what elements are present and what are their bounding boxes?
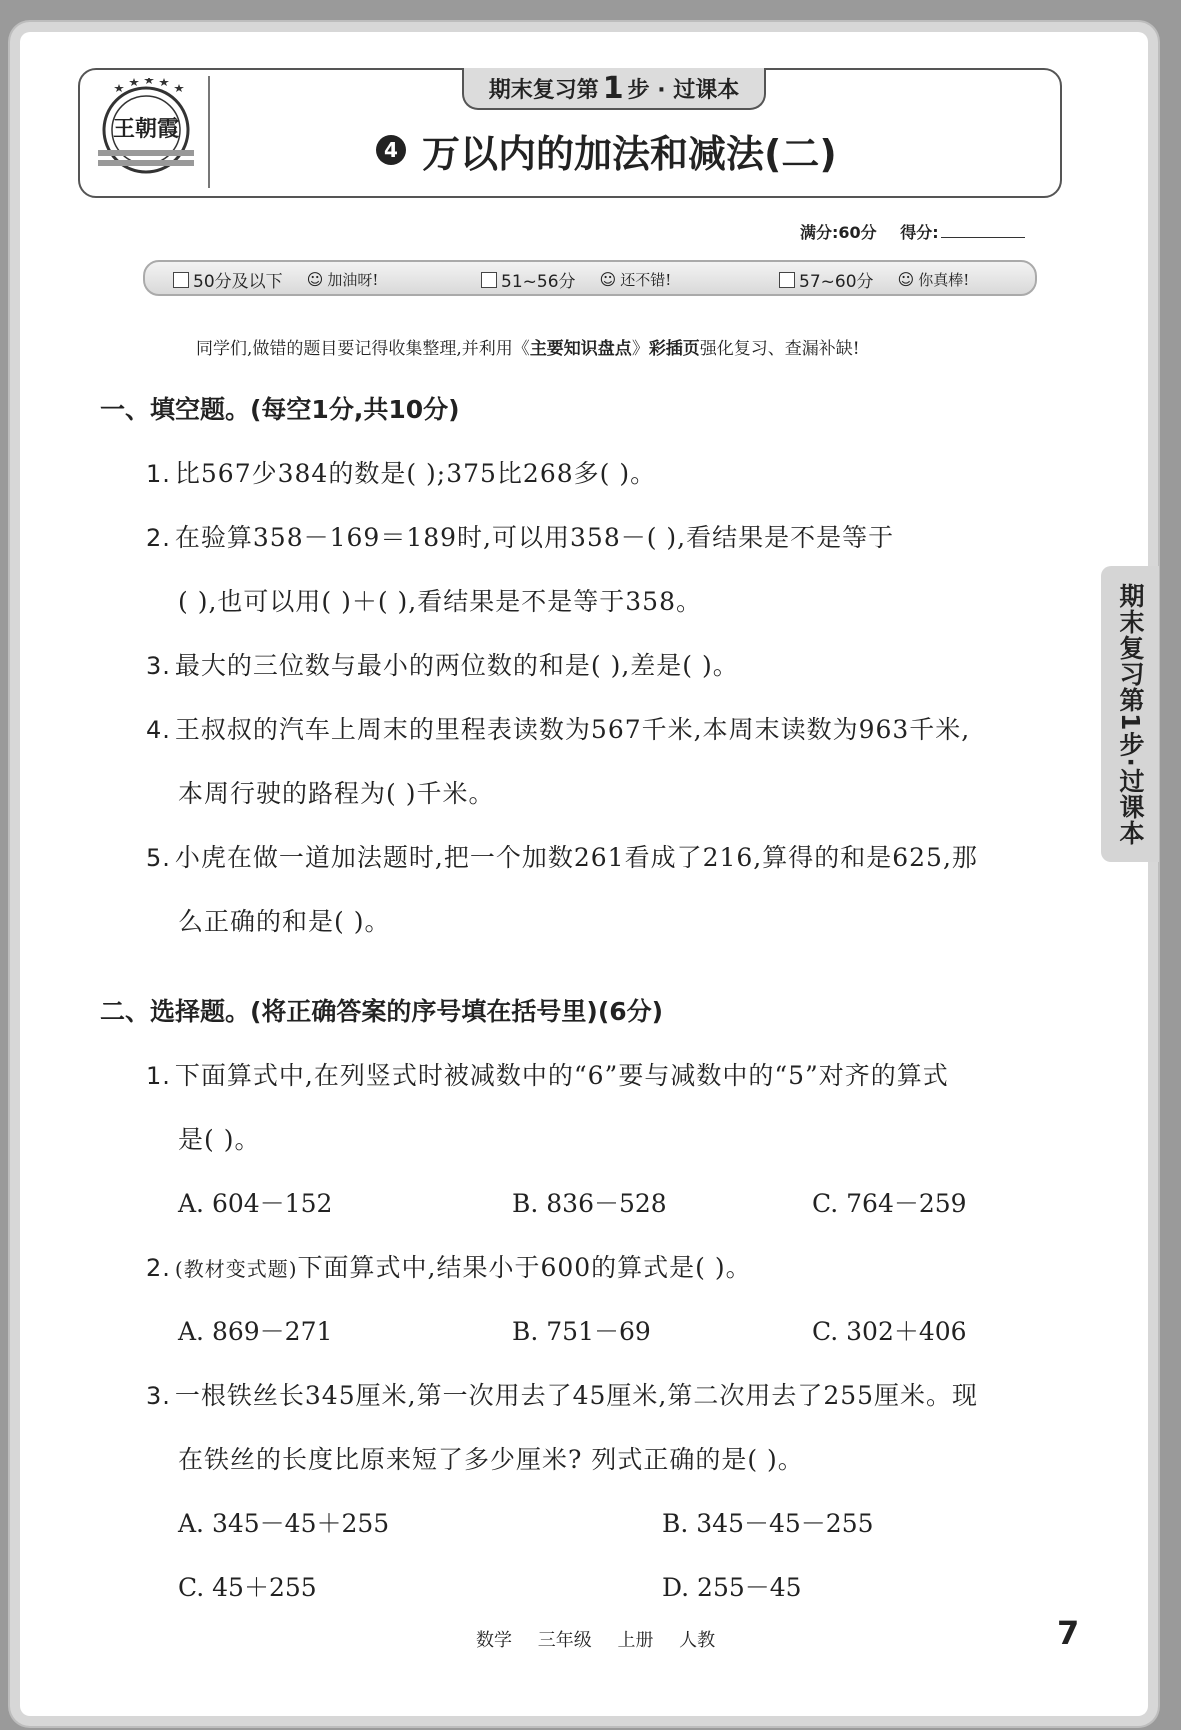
question-line xyxy=(146,454,656,490)
question-text: 最大的三位数与最小的两位数的和是( ),差是( )。 xyxy=(174,651,739,680)
unit-number-badge: 4 xyxy=(376,135,406,165)
choice-option[interactable]: B. 836－528 xyxy=(512,1189,667,1218)
section-heading-fill-blank: 一、填空题。(每空1分,共10分) xyxy=(100,395,460,424)
review-banner xyxy=(462,68,766,110)
rating-range: 51~56分 xyxy=(501,272,576,292)
rating-range: 57~60分 xyxy=(799,272,874,292)
question-line xyxy=(178,1440,804,1476)
score-line xyxy=(800,220,1025,243)
smiley-icon: ☺ xyxy=(306,270,324,289)
note-text: 》 xyxy=(631,339,649,359)
rating-message: 你真棒! xyxy=(918,271,970,289)
logo-text: 王朝霞 xyxy=(112,116,180,142)
note-text: 强化复习、查漏补缺! xyxy=(699,339,860,359)
question-tag: (教材变式题) xyxy=(174,1257,298,1281)
page-number: 7 xyxy=(1057,1614,1080,1652)
question-line xyxy=(146,710,970,746)
choice-option[interactable]: A. 345－45＋255 xyxy=(178,1509,390,1538)
unit-title: 万以内的加法和减法(二) xyxy=(422,131,837,176)
question-line xyxy=(146,1056,949,1092)
question-number: 2. xyxy=(146,1254,171,1282)
rating-bar xyxy=(143,260,1037,296)
question-line xyxy=(178,902,390,938)
rating-checkbox[interactable] xyxy=(779,272,795,288)
question-text: 是( )。 xyxy=(178,1125,261,1154)
smiley-icon: ☺ xyxy=(897,270,915,289)
question-line xyxy=(178,1120,260,1156)
note-text: 同学们,做错的题目要记得收集整理,并利用《 xyxy=(196,339,530,359)
question-line xyxy=(178,774,494,810)
choice-option[interactable]: B. 751－69 xyxy=(512,1317,651,1346)
section-heading-choice: 二、选择题。(将正确答案的序号填在括号里)(6分) xyxy=(100,997,664,1026)
question-text: 王叔叔的汽车上周末的里程表读数为567千米,本周末读数为963千米, xyxy=(174,715,971,744)
rating-range: 50分及以下 xyxy=(193,272,283,292)
choice-option[interactable]: B. 345－45－255 xyxy=(662,1509,874,1538)
choice-option[interactable]: A. 604－152 xyxy=(178,1189,333,1218)
question-line xyxy=(146,1376,978,1412)
question-number: 2. xyxy=(146,524,171,552)
note-bold: 主要知识盘点 xyxy=(529,339,632,359)
question-text: 一根铁丝长345厘米,第一次用去了45厘米,第二次用去了255厘米。现 xyxy=(174,1381,979,1410)
banner-pre: 期末复习第 xyxy=(488,77,599,103)
question-text: 比567少384的数是( );375比268多( )。 xyxy=(174,459,657,488)
choice-option[interactable]: D. 255－45 xyxy=(662,1573,802,1602)
brand-logo xyxy=(94,78,198,184)
choice-option[interactable]: C. 45＋255 xyxy=(178,1573,317,1602)
question-number: 3. xyxy=(146,1382,171,1410)
rating-message: 还不错! xyxy=(620,271,672,289)
banner-step-number: 1 xyxy=(602,70,624,106)
score-blank[interactable] xyxy=(941,237,1025,238)
question-number: 5. xyxy=(146,844,171,872)
question-number: 4. xyxy=(146,716,171,744)
smiley-icon: ☺ xyxy=(599,270,617,289)
full-score: 满分:60分 xyxy=(800,223,877,242)
question-number: 1. xyxy=(146,460,171,488)
rating-item-high xyxy=(779,267,969,292)
banner-post: 步 · 过课本 xyxy=(627,77,740,103)
question-number: 3. xyxy=(146,652,171,680)
question-text: ( ),也可以用( )＋( ),看结果是不是等于358。 xyxy=(178,587,702,616)
question-line xyxy=(146,646,739,682)
page-footer: 数学 三年级 上册 人教 xyxy=(476,1630,716,1651)
question-text: 本周行驶的路程为( )千米。 xyxy=(178,779,495,808)
question-text: 下面算式中,结果小于600的算式是( )。 xyxy=(297,1253,752,1282)
choice-option[interactable]: C. 764－259 xyxy=(812,1189,967,1218)
rating-checkbox[interactable] xyxy=(481,272,497,288)
rating-item-mid xyxy=(481,267,671,292)
question-text: 小虎在做一道加法题时,把一个加数261看成了216,算得的和是625,那 xyxy=(174,843,978,872)
note-bold: 彩插页 xyxy=(648,339,700,359)
rating-checkbox[interactable] xyxy=(173,272,189,288)
study-note xyxy=(196,334,860,359)
question-line xyxy=(146,518,894,554)
question-line xyxy=(146,1248,752,1284)
question-text: 么正确的和是( )。 xyxy=(178,907,391,936)
question-text: 下面算式中,在列竖式时被减数中的“6”要与减数中的“5”对齐的算式 xyxy=(174,1061,949,1090)
choice-option[interactable]: C. 302＋406 xyxy=(812,1317,967,1346)
logo-divider xyxy=(208,76,210,188)
question-text: 在验算358－169＝189时,可以用358－( ),看结果是不是等于 xyxy=(174,523,895,552)
rating-item-low xyxy=(173,267,378,292)
question-line xyxy=(178,582,702,618)
score-label: 得分: xyxy=(900,223,939,242)
question-line xyxy=(146,838,978,874)
unit-header xyxy=(78,68,1062,198)
question-text: 在铁丝的长度比原来短了多少厘米? 列式正确的是( )。 xyxy=(178,1445,804,1474)
rating-message: 加油呀! xyxy=(327,271,379,289)
choice-option[interactable]: A. 869－271 xyxy=(178,1317,333,1346)
page-title xyxy=(376,122,837,178)
question-number: 1. xyxy=(146,1062,171,1090)
side-tab: 期末复习第1步·过课本 xyxy=(1101,566,1159,862)
